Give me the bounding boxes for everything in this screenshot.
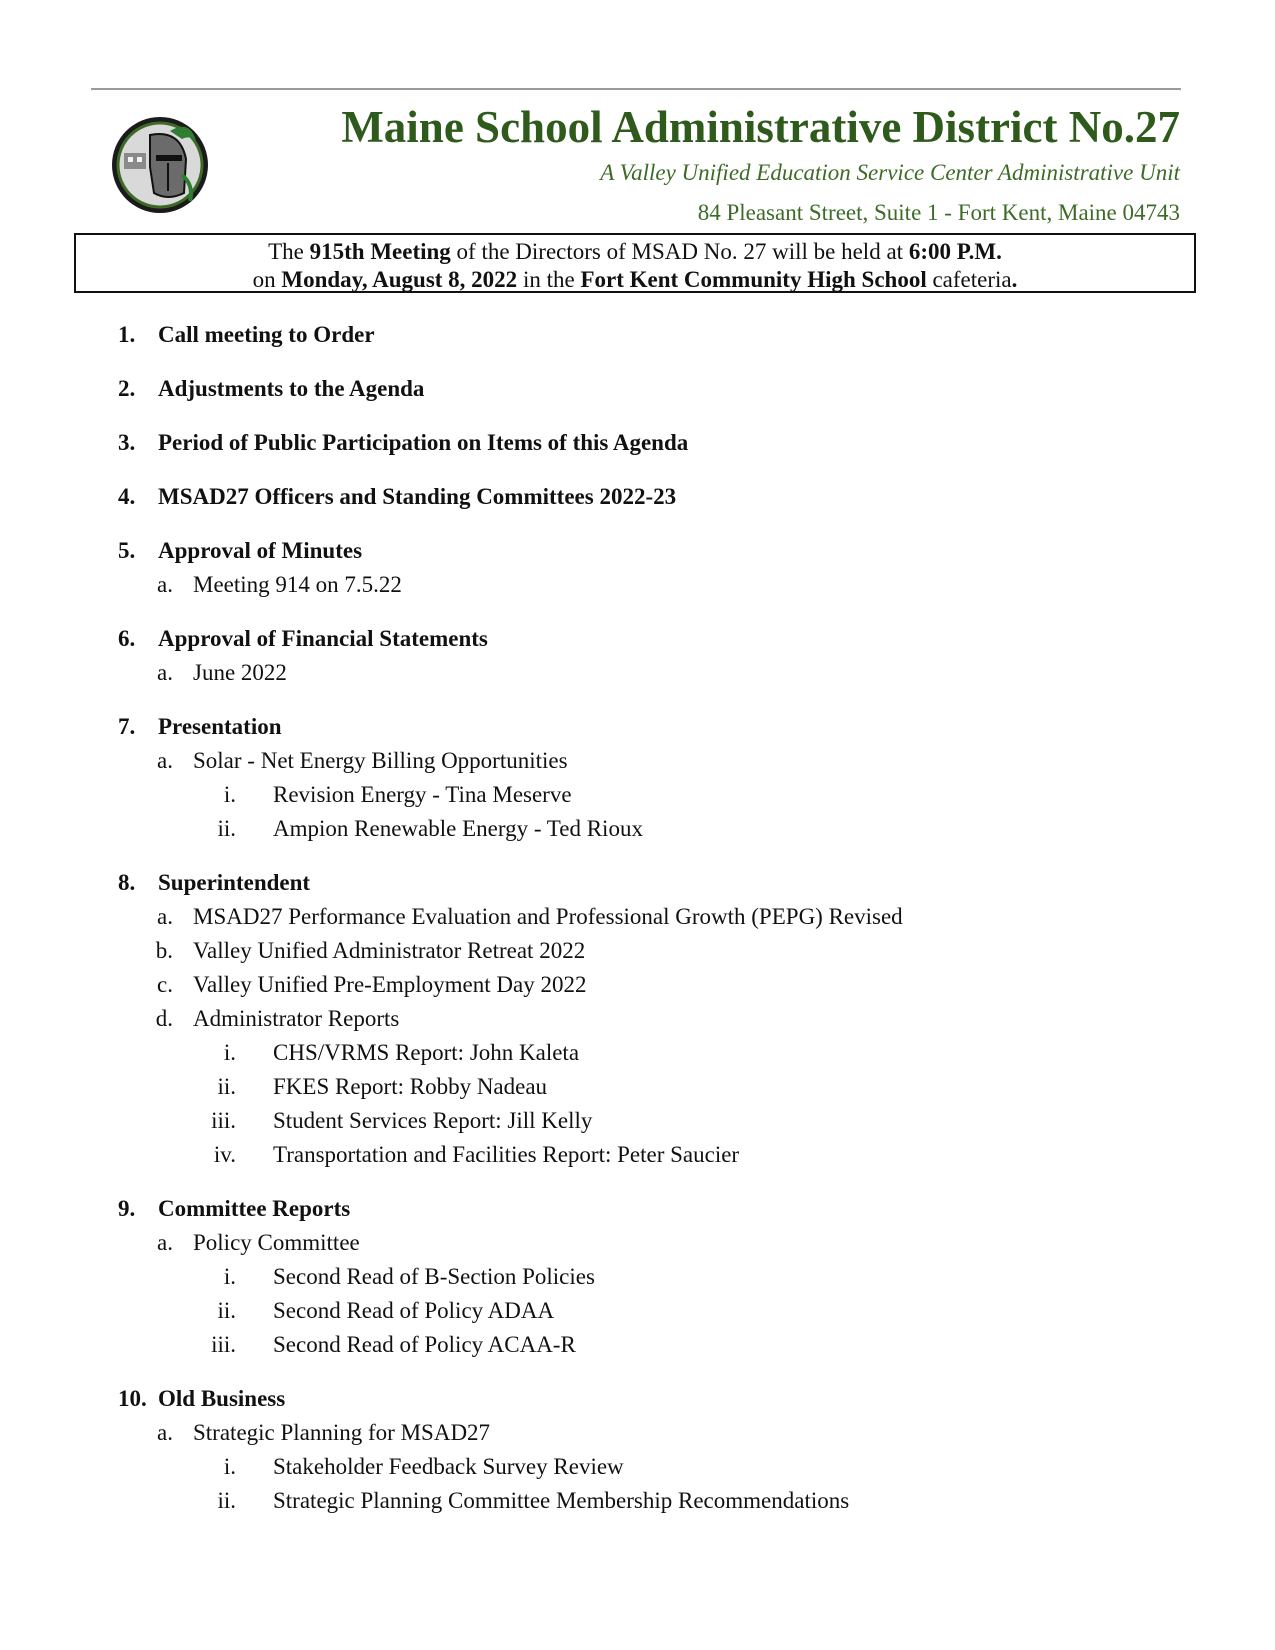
meeting-notice-box — [74, 233, 1196, 293]
agenda-subsubitem-text: Transportation and Facilities Report: Peter Saucier — [273, 1142, 740, 1167]
agenda-item-title: Period of Public Participation on Items of this Agenda — [158, 430, 689, 455]
agenda-item — [118, 318, 1178, 352]
agenda-item-number: 3. — [118, 430, 136, 455]
agenda-subitem — [118, 968, 1178, 1002]
agenda-subsubitem-marker: iv. — [213, 1142, 236, 1167]
agenda-subsubitem-marker: ii. — [217, 1488, 236, 1513]
agenda-item-number: 10. — [118, 1386, 147, 1411]
notice-text: in the — [517, 267, 581, 292]
agenda-item — [118, 622, 1178, 690]
notice-line-2 — [76, 266, 1194, 294]
agenda-subsubitem — [118, 1260, 1178, 1294]
agenda-subitem-marker: a. — [157, 660, 173, 685]
agenda-subsubitem-text: Second Read of Policy ACAA-R — [273, 1332, 576, 1357]
agenda-subitem-marker: c. — [157, 972, 173, 997]
notice-text: of the Directors of MSAD No. 27 will be held at — [450, 239, 909, 264]
agenda-item — [118, 426, 1178, 460]
agenda-subsubitem — [118, 1484, 1178, 1518]
agenda-item — [118, 710, 1178, 846]
agenda-subitem-text: Administrator Reports — [193, 1006, 400, 1031]
agenda-subsubitem-marker: ii. — [217, 816, 236, 841]
agenda-item-heading — [118, 1192, 1178, 1226]
agenda-list — [118, 318, 1178, 1538]
agenda-item-heading — [118, 480, 1178, 514]
agenda-item-number: 4. — [118, 484, 136, 509]
agenda-subsubitem — [118, 812, 1178, 846]
agenda-subsubitem-text: CHS/VRMS Report: John Kaleta — [273, 1040, 580, 1065]
agenda-subitem-marker: a. — [157, 1230, 173, 1255]
agenda-subsubitem-marker: i. — [223, 1040, 236, 1065]
agenda-item-number: 5. — [118, 538, 136, 563]
agenda-subitem-marker: a. — [157, 1420, 173, 1445]
agenda-subsubitem-text: Stakeholder Feedback Survey Review — [273, 1454, 624, 1479]
agenda-subsubitem-marker: iii. — [211, 1108, 236, 1133]
agenda-subsubitem — [118, 1328, 1178, 1362]
agenda-subsubitem-marker: ii. — [217, 1074, 236, 1099]
agenda-subitem-marker: d. — [155, 1006, 173, 1031]
agenda-subsubitem-text: Ampion Renewable Energy - Ted Rioux — [273, 816, 643, 841]
agenda-item-number: 7. — [118, 714, 136, 739]
agenda-item-number: 9. — [118, 1196, 136, 1221]
meeting-number: 915th Meeting — [309, 239, 451, 264]
agenda-subsubitem — [118, 1294, 1178, 1328]
agenda-item-heading — [118, 1382, 1178, 1416]
agenda-item-heading — [118, 372, 1178, 406]
agenda-item-title: Presentation — [158, 714, 282, 739]
agenda-subitem-text: Policy Committee — [193, 1230, 360, 1255]
agenda-item — [118, 534, 1178, 602]
agenda-item-title: Superintendent — [158, 870, 311, 895]
agenda-subitem — [118, 1226, 1178, 1260]
agenda-item-heading — [118, 866, 1178, 900]
agenda-item — [118, 1382, 1178, 1518]
agenda-item-title: Committee Reports — [158, 1196, 351, 1221]
agenda-subitem — [118, 1002, 1178, 1036]
agenda-item-number: 1. — [118, 322, 136, 347]
agenda-subsubitem-marker: ii. — [217, 1298, 236, 1323]
district-title: Maine School Administrative District No.27 — [341, 102, 1180, 152]
agenda-item-heading — [118, 710, 1178, 744]
agenda-subsubitem — [118, 1070, 1178, 1104]
agenda-item — [118, 372, 1178, 406]
agenda-subitem — [118, 1416, 1178, 1450]
agenda-subsubitem-text: Strategic Planning Committee Membership Recommendations — [273, 1488, 850, 1513]
agenda-subitem-text: MSAD27 Performance Evaluation and Professional Growth (PEPG) Revised — [193, 904, 903, 929]
agenda-subitem-text: Solar - Net Energy Billing Opportunities — [193, 748, 568, 773]
agenda-subsubitem — [118, 1036, 1178, 1070]
header-rule — [91, 88, 1181, 90]
agenda-subitem-text: Strategic Planning for MSAD27 — [193, 1420, 491, 1445]
agenda-subitem — [118, 934, 1178, 968]
notice-text: on — [252, 267, 282, 292]
agenda-subitem-marker: b. — [155, 938, 173, 963]
agenda-item-heading — [118, 426, 1178, 460]
agenda-subitem — [118, 656, 1178, 690]
agenda-subsubitem-text: Student Services Report: Jill Kelly — [273, 1108, 593, 1133]
agenda-item — [118, 866, 1178, 1172]
agenda-item-title: Call meeting to Order — [158, 322, 375, 347]
agenda-subitem-text: June 2022 — [193, 660, 287, 685]
agenda-item-title: Adjustments to the Agenda — [158, 376, 425, 401]
agenda-item-heading — [118, 318, 1178, 352]
agenda-item — [118, 1192, 1178, 1362]
agenda-item-title: Approval of Minutes — [158, 538, 363, 563]
agenda-subsubitem — [118, 1104, 1178, 1138]
agenda-item-title: Approval of Financial Statements — [158, 626, 488, 651]
agenda-subitem-marker: a. — [157, 572, 173, 597]
agenda-subsubitem — [118, 1450, 1178, 1484]
agenda-subitem — [118, 568, 1178, 602]
meeting-location: Fort Kent Community High School — [580, 267, 927, 292]
agenda-subitem-marker: a. — [157, 904, 173, 929]
agenda-subsubitem — [118, 778, 1178, 812]
district-subtitle: A Valley Unified Education Service Center Administrative Unit — [600, 160, 1180, 185]
notice-text: . — [1011, 267, 1018, 292]
agenda-subsubitem-marker: i. — [223, 1264, 236, 1289]
agenda-subsubitem-marker: i. — [223, 782, 236, 807]
agenda-subsubitem-text: Revision Energy - Tina Meserve — [273, 782, 572, 807]
agenda-subitem-text: Valley Unified Pre-Employment Day 2022 — [193, 972, 587, 997]
notice-text: cafeteria — [926, 267, 1012, 292]
agenda-subsubitem-marker: iii. — [211, 1332, 236, 1357]
agenda-subsubitem-text: FKES Report: Robby Nadeau — [273, 1074, 548, 1099]
meeting-date: Monday, August 8, 2022 — [281, 267, 518, 292]
agenda-subitem-text: Meeting 914 on 7.5.22 — [193, 572, 402, 597]
agenda-item-title: MSAD27 Officers and Standing Committees 2022-23 — [158, 484, 677, 509]
agenda-item-heading — [118, 622, 1178, 656]
agenda-subsubitem-text: Second Read of B-Section Policies — [273, 1264, 595, 1289]
knight-helmet-logo-icon — [110, 115, 210, 215]
agenda-item-number: 2. — [118, 376, 136, 401]
agenda-subsubitem-text: Second Read of Policy ADAA — [273, 1298, 555, 1323]
district-address: 84 Pleasant Street, Suite 1 - Fort Kent, Maine 04743 — [697, 200, 1180, 225]
agenda-subsubitem-marker: i. — [223, 1454, 236, 1479]
agenda-item-number: 6. — [118, 626, 136, 651]
notice-text: The — [268, 239, 310, 264]
agenda-subitem-text: Valley Unified Administrator Retreat 2022 — [193, 938, 586, 963]
agenda-item-heading — [118, 534, 1178, 568]
agenda-subitem — [118, 900, 1178, 934]
agenda-subsubitem — [118, 1138, 1178, 1172]
meeting-time: 6:00 P.M. — [908, 239, 1002, 264]
agenda-item — [118, 480, 1178, 514]
notice-line-1 — [76, 238, 1194, 266]
agenda-item-title: Old Business — [158, 1386, 286, 1411]
agenda-subitem-marker: a. — [157, 748, 173, 773]
agenda-subitem — [118, 744, 1178, 778]
agenda-item-number: 8. — [118, 870, 136, 895]
